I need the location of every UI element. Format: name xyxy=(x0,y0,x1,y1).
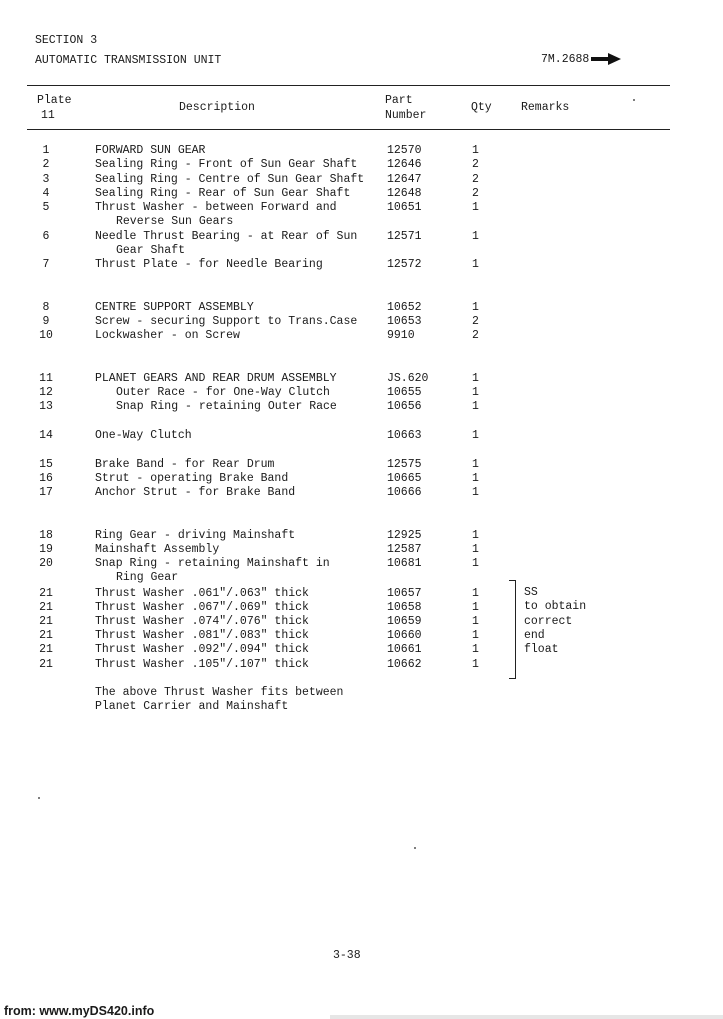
remark-line: correct xyxy=(524,614,573,628)
row-qty: 1 xyxy=(472,301,479,314)
footnote-line: The above Thrust Washer fits between xyxy=(95,686,344,699)
row-qty: 1 xyxy=(472,629,479,642)
row-plate: 14 xyxy=(39,429,53,442)
row-plate: 21 xyxy=(39,587,53,600)
row-description xyxy=(95,144,205,158)
row-part-number: 10665 xyxy=(387,472,422,485)
row-part-number: 10663 xyxy=(387,429,422,442)
row-description xyxy=(95,258,323,272)
row-description xyxy=(95,158,357,172)
row-plate: 20 xyxy=(39,557,53,570)
row-part-number: 10655 xyxy=(387,386,422,399)
row-description xyxy=(95,230,357,259)
row-part-number: 12646 xyxy=(387,158,422,171)
description-line: Sealing Ring - Front of Sun Gear Shaft xyxy=(95,158,358,171)
row-qty: 1 xyxy=(472,230,479,243)
description-line: Ring Gear xyxy=(116,571,179,585)
row-plate: 9 xyxy=(42,315,50,328)
description-line: Sealing Ring - Centre of Sun Gear Shaft xyxy=(95,173,365,186)
row-description xyxy=(95,187,350,201)
source-footer: from: www.myDS420.info xyxy=(4,1004,155,1018)
description-line: Mainshaft Assembly xyxy=(95,543,220,556)
description-line: Thrust Washer - between Forward and xyxy=(95,201,337,214)
row-description xyxy=(95,543,219,557)
reference-text: 7M.2688 xyxy=(541,53,590,67)
description-line: Thrust Washer .074"/.076" thick xyxy=(95,615,309,628)
row-plate: 21 xyxy=(39,658,53,671)
row-qty: 1 xyxy=(472,615,479,628)
row-description xyxy=(116,400,337,414)
row-plate: 21 xyxy=(39,601,53,614)
remarks-text xyxy=(524,586,586,657)
remark-line: SS xyxy=(524,586,538,599)
row-qty: 2 xyxy=(472,158,479,171)
description-line: Reverse Sun Gears xyxy=(116,215,234,229)
description-line: Gear Shaft xyxy=(116,244,186,258)
col-plate-label: Plate xyxy=(37,94,72,107)
row-qty: 2 xyxy=(472,329,479,342)
description-line: Thrust Washer .081"/.083" thick xyxy=(95,629,309,642)
row-part-number: 10660 xyxy=(387,629,422,642)
row-part-number: 10653 xyxy=(387,315,422,328)
row-description xyxy=(95,301,254,315)
row-plate: 16 xyxy=(39,472,53,485)
unit-title: AUTOMATIC TRANSMISSION UNIT xyxy=(35,54,222,67)
row-description xyxy=(95,486,295,500)
row-plate: 12 xyxy=(39,386,53,399)
row-qty: 1 xyxy=(472,587,479,600)
row-qty: 1 xyxy=(472,429,479,442)
description-line: Thrust Plate - for Needle Bearing xyxy=(95,258,323,271)
row-description xyxy=(95,372,337,386)
description-line: One-Way Clutch xyxy=(95,429,192,442)
row-qty: 1 xyxy=(472,601,479,614)
row-description xyxy=(95,173,364,187)
row-part-number: 10652 xyxy=(387,301,422,314)
description-line: Thrust Washer .061"/.063" thick xyxy=(95,587,309,600)
description-line: Needle Thrust Bearing - at Rear of Sun xyxy=(95,230,358,243)
row-part-number: 10657 xyxy=(387,587,422,600)
row-plate: 2 xyxy=(42,158,50,171)
row-plate: 8 xyxy=(42,301,50,314)
description-line: Ring Gear - driving Mainshaft xyxy=(95,529,296,542)
description-line: FORWARD SUN GEAR xyxy=(95,144,206,157)
row-plate: 1 xyxy=(42,144,50,157)
row-part-number: 10662 xyxy=(387,658,422,671)
scan-speck xyxy=(633,99,635,101)
description-line: Outer Race - for One-Way Clutch xyxy=(116,386,330,399)
row-plate: 17 xyxy=(39,486,53,499)
row-description xyxy=(116,386,330,400)
row-plate: 5 xyxy=(42,201,50,214)
arrow-right-icon xyxy=(591,53,621,65)
section-label: SECTION 3 xyxy=(35,34,98,47)
row-description xyxy=(95,201,337,230)
row-description xyxy=(95,615,309,629)
row-description xyxy=(95,643,309,657)
row-part-number: 12572 xyxy=(387,258,422,271)
row-plate: 4 xyxy=(42,187,50,200)
description-line: Strut - operating Brake Band xyxy=(95,472,289,485)
footnote-line: Planet Carrier and Mainshaft xyxy=(95,700,289,714)
row-plate: 6 xyxy=(42,230,50,243)
row-plate: 11 xyxy=(39,372,53,385)
description-line: Anchor Strut - for Brake Band xyxy=(95,486,296,499)
row-qty: 1 xyxy=(472,658,479,671)
row-qty: 1 xyxy=(472,543,479,556)
row-part-number: 12647 xyxy=(387,173,422,186)
row-description xyxy=(95,658,309,672)
reference-number xyxy=(541,53,621,67)
col-qty: Qty xyxy=(471,101,492,114)
remark-line: to obtain xyxy=(524,600,587,614)
row-plate: 3 xyxy=(42,173,50,186)
col-description: Description xyxy=(179,101,255,114)
page-number: 3-38 xyxy=(333,949,361,962)
description-line: Sealing Ring - Rear of Sun Gear Shaft xyxy=(95,187,351,200)
row-description xyxy=(95,472,288,486)
row-plate: 15 xyxy=(39,458,53,471)
row-part-number: 10651 xyxy=(387,201,422,214)
row-qty: 1 xyxy=(472,472,479,485)
row-description xyxy=(95,458,274,472)
row-qty: 1 xyxy=(472,372,479,385)
row-qty: 1 xyxy=(472,529,479,542)
footnote xyxy=(95,686,343,715)
row-description xyxy=(95,557,330,586)
description-line: Thrust Washer .067"/.069" thick xyxy=(95,601,309,614)
row-qty: 1 xyxy=(472,258,479,271)
row-qty: 1 xyxy=(472,400,479,413)
scan-speck xyxy=(38,797,40,799)
row-part-number: 12575 xyxy=(387,458,422,471)
row-part-number: 10658 xyxy=(387,601,422,614)
row-part-number: 10656 xyxy=(387,400,422,413)
footer-bar xyxy=(330,1015,723,1019)
remark-line: float xyxy=(524,643,559,657)
row-qty: 1 xyxy=(472,643,479,656)
row-part-number: 12587 xyxy=(387,543,422,556)
row-description xyxy=(95,587,309,601)
row-part-number: 12648 xyxy=(387,187,422,200)
row-qty: 1 xyxy=(472,557,479,570)
description-line: PLANET GEARS AND REAR DRUM ASSEMBLY xyxy=(95,372,337,385)
row-plate: 18 xyxy=(39,529,53,542)
row-qty: 2 xyxy=(472,315,479,328)
description-line: Thrust Washer .105"/.107" thick xyxy=(95,658,309,671)
description-line: Thrust Washer .092"/.094" thick xyxy=(95,643,309,656)
col-part-number: Number xyxy=(385,109,427,122)
remark-line: end xyxy=(524,628,545,642)
row-plate: 21 xyxy=(39,629,53,642)
description-line: Screw - securing Support to Trans.Case xyxy=(95,315,358,328)
row-qty: 2 xyxy=(472,187,479,200)
row-qty: 1 xyxy=(472,144,479,157)
row-qty: 1 xyxy=(472,458,479,471)
row-description xyxy=(95,601,309,615)
row-part-number: 10661 xyxy=(387,643,422,656)
row-part-number: JS.620 xyxy=(387,372,429,385)
row-plate: 7 xyxy=(42,258,50,271)
row-qty: 1 xyxy=(472,386,479,399)
row-description xyxy=(95,629,309,643)
row-qty: 2 xyxy=(472,173,479,186)
description-line: CENTRE SUPPORT ASSEMBLY xyxy=(95,301,254,314)
col-plate-number: 11 xyxy=(41,109,55,122)
row-description xyxy=(95,329,240,343)
row-part-number: 12571 xyxy=(387,230,422,243)
rule-header xyxy=(27,129,670,130)
row-description xyxy=(95,315,357,329)
row-part-number: 10659 xyxy=(387,615,422,628)
description-line: Snap Ring - retaining Outer Race xyxy=(116,400,337,413)
row-plate: 19 xyxy=(39,543,53,556)
col-remarks: Remarks xyxy=(521,101,570,114)
row-qty: 1 xyxy=(472,486,479,499)
description-line: Snap Ring - retaining Mainshaft in xyxy=(95,557,330,570)
remarks-bracket xyxy=(509,580,516,679)
row-description xyxy=(95,429,192,443)
row-plate: 21 xyxy=(39,615,53,628)
row-part-number: 12570 xyxy=(387,144,422,157)
rule-top xyxy=(27,85,670,86)
col-part-label: Part xyxy=(385,94,413,107)
row-description xyxy=(95,529,295,543)
row-plate: 21 xyxy=(39,643,53,656)
scan-speck xyxy=(414,847,416,849)
row-part-number: 10666 xyxy=(387,486,422,499)
row-part-number: 9910 xyxy=(387,329,415,342)
row-plate: 10 xyxy=(39,329,53,342)
row-plate: 13 xyxy=(39,400,53,413)
row-part-number: 12925 xyxy=(387,529,422,542)
description-line: Lockwasher - on Screw xyxy=(95,329,240,342)
row-qty: 1 xyxy=(472,201,479,214)
description-line: Brake Band - for Rear Drum xyxy=(95,458,275,471)
row-part-number: 10681 xyxy=(387,557,422,570)
